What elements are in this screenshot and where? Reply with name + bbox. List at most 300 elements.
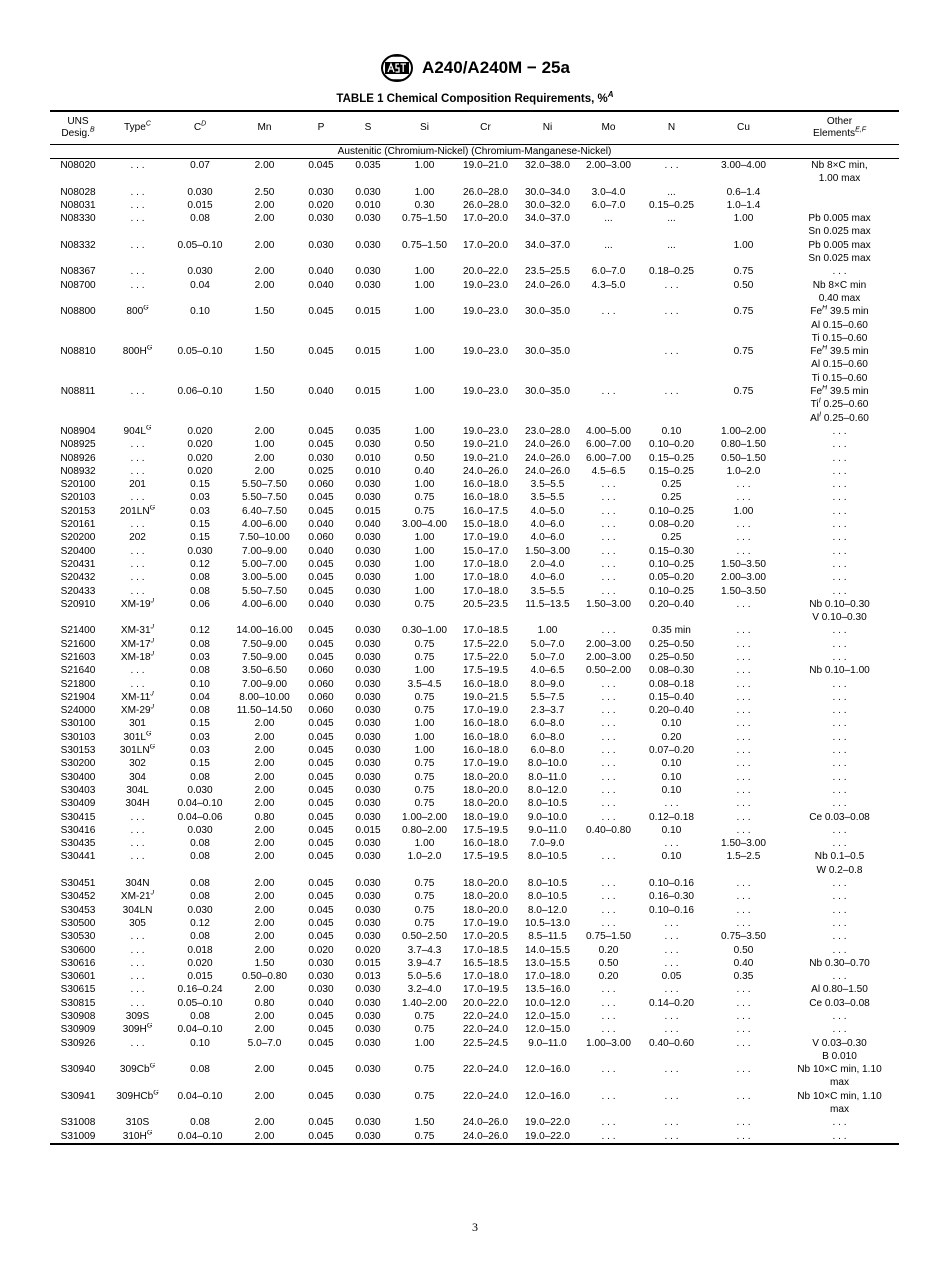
cell-mo: . . . — [601, 705, 616, 717]
cell-type: $301L^G$ — [123, 730, 152, 743]
cell-type: . . . — [130, 266, 145, 278]
cell-c: 0.12 — [190, 558, 210, 570]
cell-cu: 0.35 — [733, 971, 754, 983]
cell-cr: 22.0–24.0 — [463, 1090, 508, 1102]
cell-n: . . . — [664, 957, 679, 969]
cell-p: 0.030 — [308, 213, 334, 225]
cell-cu: . . . — [736, 1064, 751, 1076]
cell-s: 0.030 — [355, 984, 381, 996]
composition-table — [50, 110, 899, 1145]
cell-mn: 2.00 — [254, 425, 275, 437]
table-row — [50, 279, 899, 306]
cell-ni: 9.0–11.0 — [528, 824, 567, 836]
cell-c: 0.10 — [190, 1037, 210, 1049]
cell-si: 1.00 — [414, 479, 435, 491]
cell-n: 0.25 — [661, 532, 682, 544]
table-row — [50, 983, 899, 996]
cell-s: 0.030 — [355, 678, 381, 690]
cell-n: . . . — [664, 984, 679, 996]
cell-s: 0.030 — [355, 1064, 381, 1076]
cell-uns: S20910 — [60, 598, 96, 610]
cell-s: 0.010 — [355, 465, 381, 477]
cell-si: 3.7–4.3 — [407, 944, 442, 956]
cell-type: . . . — [130, 678, 145, 690]
cell-type: . . . — [130, 186, 145, 198]
cell-other: Al 0.80–1.50 — [811, 984, 868, 996]
cell-mo: . . . — [601, 306, 616, 318]
cell-cu: 1.5–2.5 — [726, 851, 761, 863]
cell-mn: 1.50 — [254, 957, 275, 969]
cell-uns: N08700 — [60, 279, 96, 291]
cell-ni: 2.0–4.0 — [530, 558, 565, 570]
cell-other: . . . — [832, 944, 847, 956]
cell-cr: 17.0–20.0 — [463, 239, 508, 251]
cell-other: . . . — [832, 545, 847, 557]
table-row — [50, 877, 899, 890]
cell-other: . . . — [832, 878, 847, 890]
cell-n: 0.25–0.50 — [649, 651, 694, 663]
cell-type: 309S — [125, 1011, 150, 1022]
cell-mn: 4.00–6.00 — [242, 519, 287, 531]
table-row — [50, 265, 899, 278]
table-row — [50, 465, 899, 478]
cell-si: 1.00 — [414, 665, 435, 677]
cell-uns: S21603 — [60, 651, 96, 663]
cell-ni: 24.0–26.0 — [525, 439, 570, 451]
cell-p: 0.045 — [308, 160, 334, 171]
table-row — [50, 638, 899, 651]
cell-c: 0.04 — [190, 279, 210, 291]
cell-si: 1.00 — [414, 266, 435, 278]
table-row — [50, 1037, 899, 1064]
cell-mo: . . . — [601, 731, 616, 743]
cell-c: 0.08 — [190, 585, 210, 597]
cell-p: 0.030 — [308, 984, 334, 996]
cell-mn: 2.00 — [254, 213, 275, 225]
footnote-marker: J — [150, 637, 155, 645]
cell-c: 0.030 — [187, 266, 213, 278]
cell-uns: S30451 — [60, 878, 96, 890]
cell-cu: 1.00–2.00 — [721, 425, 766, 437]
cell-si: 0.75 — [414, 798, 435, 810]
cell-si: 0.80–2.00 — [402, 824, 447, 836]
cell-uns: S30500 — [60, 917, 96, 929]
cell-mn: 1.50 — [254, 306, 275, 318]
cell-cu: 0.50–1.50 — [721, 452, 766, 464]
cell-other: . . . — [832, 1117, 847, 1129]
cell-p: 0.045 — [308, 931, 334, 943]
cell-c: 0.05–0.10 — [177, 346, 223, 358]
cell-cr: 18.0–19.0 — [463, 811, 508, 823]
cell-ni: 13.5–16.0 — [525, 984, 570, 996]
cell-n: 0.15–0.25 — [649, 465, 694, 477]
cell-si: 1.00 — [414, 545, 435, 557]
cell-uns: S30815 — [60, 997, 96, 1009]
cell-n: ... — [667, 186, 676, 198]
cell-type: . . . — [130, 160, 145, 171]
cell-mn: 2.00 — [254, 239, 275, 251]
cell-si: 5.0–5.6 — [407, 971, 442, 983]
cell-p: 0.030 — [308, 239, 334, 251]
cell-n: . . . — [636, 1130, 707, 1144]
cell-cr: 26.0–28.0 — [463, 186, 508, 198]
astm-logo-icon — [380, 53, 414, 83]
column-header-c — [169, 111, 231, 145]
cell-mn: 2.00 — [254, 1011, 275, 1022]
cell-c: 0.15 — [190, 718, 210, 730]
cell-mn: 1.50 — [254, 386, 275, 398]
cell-c: 0.04–0.10 — [177, 798, 223, 810]
cell-uns: S20400 — [60, 545, 96, 557]
cell-s: 0.030 — [355, 1117, 381, 1129]
cell-cr: 17.0–19.5 — [463, 984, 508, 996]
cell-s: 0.030 — [355, 572, 381, 584]
cell-type: . . . — [130, 545, 145, 557]
cell-cr: 24.0–26.0 — [463, 1117, 508, 1129]
cell-p: 0.060 — [308, 678, 334, 690]
cell-ni: 12.0–15.0 — [525, 1024, 570, 1036]
cell-n: ... — [667, 213, 676, 225]
cell-ni: 8.0–9.0 — [530, 678, 565, 690]
cell-uns: S30616 — [60, 957, 96, 969]
cell-uns: S30615 — [60, 984, 96, 996]
cell-uns: N08932 — [60, 465, 96, 477]
column-header-label: C — [193, 122, 202, 133]
cell-ni: 2.3–3.7 — [530, 705, 565, 717]
cell-ni: 9.0–10.0 — [527, 811, 568, 823]
cell-cu: . . . — [736, 784, 751, 796]
column-header-label: Mn — [257, 122, 272, 133]
cell-si: 0.75 — [392, 1130, 457, 1144]
cell-s: 0.040 — [355, 519, 381, 531]
cell-type: 302 — [129, 758, 146, 770]
cell-c: 0.15 — [190, 758, 210, 770]
cell-mn: 6.40–7.50 — [242, 505, 287, 517]
cell-mn: 2.00 — [254, 1024, 275, 1036]
cell-mn: 2.00 — [254, 851, 275, 863]
cell-cr: 16.0–18.0 — [463, 745, 508, 757]
cell-p: 0.040 — [308, 519, 334, 531]
cell-si: 1.00 — [414, 585, 435, 597]
cell-ni: 24.0–26.0 — [525, 279, 570, 291]
cell-p: 0.045 — [308, 439, 334, 451]
cell-p: 0.020 — [308, 944, 334, 956]
cell-s: 0.030 — [344, 1130, 392, 1144]
cell-s: 0.030 — [355, 651, 381, 663]
cell-mo: . . . — [601, 758, 616, 770]
cell-s: 0.030 — [355, 638, 381, 650]
cell-c: 0.020 — [187, 452, 213, 464]
cell-si: 0.75 — [414, 505, 435, 517]
cell-s: 0.030 — [355, 838, 381, 850]
cell-ni: 9.0–11.0 — [528, 1037, 567, 1049]
cell-s: 0.030 — [355, 878, 381, 890]
cell-si: 0.75 — [414, 638, 435, 650]
cell-type: 304 — [129, 771, 146, 783]
table-row — [50, 425, 899, 438]
cell-type: . . . — [130, 213, 145, 225]
table-row — [50, 957, 899, 970]
table-row — [50, 159, 899, 186]
table-row — [50, 212, 899, 239]
cell-n: 0.10–0.16 — [649, 904, 694, 916]
cell-c: 0.04–0.10 — [177, 1090, 223, 1102]
cell-cu: . . . — [736, 665, 751, 677]
cell-p: 0.045 — [308, 625, 334, 637]
cell-ni: 19.0–22.0 — [514, 1130, 581, 1144]
table-row — [50, 744, 899, 757]
cell-c: 0.08 — [190, 1011, 210, 1022]
cell-p: 0.060 — [308, 665, 334, 677]
cell-other: $Fe^H$ 39.5 min $Ti^I$ 0.25–0.60 $Al^I$ 0.25–0.60 — [810, 385, 869, 424]
cell-n: ... — [667, 239, 676, 251]
cell-si: 1.00 — [414, 718, 435, 730]
cell-c: 0.10 — [190, 678, 210, 690]
cell-mn: 2.00 — [254, 452, 275, 464]
cell-other: . . . — [832, 891, 847, 903]
cell-ni: 4.0–5.0 — [530, 505, 565, 517]
cell-cu: 0.75 — [733, 266, 754, 278]
cell-ni: 14.0–15.5 — [525, 944, 570, 956]
cell-s: 0.035 — [355, 425, 381, 437]
cell-type: . . . — [130, 824, 145, 836]
cell-mo: . . . — [601, 771, 616, 783]
cell-uns: S31009 — [50, 1130, 106, 1144]
cell-cr: 19.0–23.0 — [463, 425, 508, 437]
cell-ni: 6.0–8.0 — [530, 718, 565, 730]
cell-mo: 1.00–3.00 — [586, 1037, 631, 1049]
cell-other: Pb 0.005 max Sn 0.025 max — [808, 213, 871, 238]
table-title-text: TABLE 1 Chemical Composition Requirements, % — [336, 93, 608, 105]
cell-si: 1.00 — [414, 731, 435, 743]
cell-other: Nb 0.10–0.30 V 0.10–0.30 — [809, 598, 870, 624]
cell-s: 0.013 — [355, 971, 381, 983]
column-header-footnote: D — [201, 120, 207, 128]
cell-n: 0.10 — [661, 425, 682, 437]
table-row — [50, 797, 899, 810]
cell-uns: N08904 — [60, 425, 96, 437]
cell-mo: . . . — [601, 558, 616, 570]
cell-cr: 16.5–18.5 — [463, 957, 508, 969]
cell-s: 0.030 — [355, 731, 381, 743]
cell-uns: S30103 — [60, 731, 96, 743]
cell-other: . . . — [832, 465, 847, 477]
cell-mo: 1.50–3.00 — [586, 598, 631, 610]
cell-n: 0.20–0.40 — [649, 705, 694, 717]
page-number: 3 — [472, 1220, 478, 1234]
cell-n: 0.10 — [661, 718, 682, 730]
cell-mn: 7.50–9.00 — [242, 651, 287, 663]
cell-c: 0.020 — [187, 957, 213, 969]
cell-type: 202 — [129, 532, 146, 544]
cell-mn: 1.00 — [254, 439, 275, 451]
cell-uns: S24000 — [60, 705, 96, 717]
cell-uns: S30926 — [60, 1037, 96, 1049]
cell-uns: N08800 — [60, 306, 96, 318]
cell-cr: 19.0–21.5 — [463, 691, 508, 703]
cell-cr: 19.0–21.0 — [463, 439, 508, 451]
cell-p: 0.045 — [308, 904, 334, 916]
cell-uns: S20200 — [60, 532, 96, 544]
cell-cr: 22.0–24.0 — [463, 1064, 508, 1076]
cell-n: . . . — [664, 798, 679, 810]
cell-mo: . . . — [601, 745, 616, 757]
cell-other: . . . — [832, 784, 847, 796]
document-header — [0, 52, 950, 84]
column-header-label: Other — [826, 116, 853, 127]
cell-cr: 19.0–23.0 — [463, 386, 508, 398]
cell-uns: N08811 — [60, 386, 96, 398]
cell-n: 0.10 — [661, 771, 682, 783]
cell-n: 0.10 — [661, 851, 682, 863]
cell-ni: 3.5–5.5 — [530, 492, 565, 504]
cell-uns: N08926 — [60, 452, 96, 464]
cell-p: 0.045 — [308, 585, 334, 597]
footnote-marker: G — [149, 744, 156, 751]
cell-cr: 18.0–20.0 — [463, 904, 508, 916]
cell-ni: 8.0–11.0 — [528, 771, 567, 783]
table-row — [50, 811, 899, 824]
cell-ni: 8.0–10.0 — [527, 758, 568, 770]
cell-type: $201LN^G$ — [119, 504, 156, 517]
cell-p: 0.045 — [308, 771, 334, 783]
cell-mn: 5.50–7.50 — [242, 479, 287, 491]
cell-s: 0.030 — [355, 1011, 381, 1022]
cell-cr: 17.0–20.0 — [463, 213, 508, 225]
cell-ni: 4.0–6.0 — [530, 532, 565, 544]
cell-ni: 32.0–38.0 — [525, 160, 570, 171]
cell-ni: 8.0–12.0 — [527, 784, 568, 796]
cell-s: 0.030 — [355, 931, 381, 943]
cell-uns: S30416 — [60, 824, 96, 836]
cell-s: 0.015 — [355, 346, 381, 358]
cell-mo: . . . — [601, 1090, 616, 1102]
table-row — [50, 944, 899, 957]
cell-type: $310H^G$ — [106, 1130, 169, 1144]
cell-p: 0.045 — [308, 784, 334, 796]
table-row — [50, 518, 899, 531]
cell-mn: 5.0–7.0 — [247, 1037, 282, 1049]
cell-p: 0.040 — [308, 997, 334, 1009]
cell-mo: . . . — [601, 479, 616, 491]
cell-ni: 8.0–10.5 — [527, 798, 568, 810]
cell-si: 1.0–2.0 — [407, 851, 442, 863]
cell-n: . . . — [664, 160, 679, 171]
cell-mo: . . . — [601, 678, 616, 690]
table-row — [50, 598, 899, 625]
cell-n: 0.10–0.20 — [649, 439, 694, 451]
cell-ni: 12.0–16.0 — [525, 1090, 570, 1102]
cell-c: 0.08 — [190, 1064, 210, 1076]
column-header-footnote: E,F — [855, 126, 866, 134]
table-row — [50, 1130, 899, 1144]
cell-p: 0.045 — [308, 798, 334, 810]
cell-s: 0.030 — [355, 1090, 381, 1102]
cell-type: 304N — [125, 878, 150, 890]
cell-cu: 3.00–4.00 — [721, 160, 766, 171]
cell-type: $309H^G$ — [122, 1023, 153, 1036]
cell-cu: 2.00–3.00 — [721, 572, 766, 584]
cell-n: . . . — [664, 1024, 679, 1036]
cell-uns: S30403 — [60, 784, 96, 796]
cell-cu: . . . — [736, 651, 751, 663]
cell-mo: 6.00–7.00 — [586, 439, 631, 451]
cell-ni: 34.0–37.0 — [525, 213, 570, 225]
cell-c: 0.08 — [190, 838, 210, 850]
cell-cu: 1.0–2.0 — [726, 465, 761, 477]
cell-c: 0.04–0.10 — [169, 1130, 231, 1144]
column-header-type — [106, 111, 169, 145]
cell-n: 0.10–0.25 — [649, 505, 694, 517]
cell-cu: . . . — [736, 678, 751, 690]
cell-cu: 0.75 — [733, 306, 754, 318]
document-id: A240/A240M − 25a — [422, 58, 570, 77]
cell-c: 0.08 — [190, 878, 210, 890]
table-row — [50, 704, 899, 717]
cell-p: 0.045 — [308, 811, 334, 823]
cell-cr: 17.0–18.5 — [463, 944, 508, 956]
cell-mn: 8.00–10.00 — [239, 691, 290, 703]
cell-p: 0.045 — [308, 745, 334, 757]
cell-cu: . . . — [736, 824, 751, 836]
cell-mo: . . . — [601, 1024, 616, 1036]
cell-c: 0.015 — [187, 971, 213, 983]
footnote-marker: J — [150, 690, 154, 698]
cell-n: 0.14–0.20 — [649, 997, 694, 1009]
table-row — [50, 904, 899, 917]
cell-mo: . . . — [601, 784, 616, 796]
table-row — [50, 837, 899, 850]
cell-p: 0.030 — [308, 186, 334, 198]
footnote-marker: G — [146, 730, 152, 738]
cell-cu: . . . — [736, 691, 751, 703]
cell-uns: S20153 — [60, 505, 96, 517]
cell-cr: 17.0–19.0 — [463, 705, 508, 717]
cell-mn: 7.50–10.00 — [239, 532, 290, 544]
cell-ni: 24.0–26.0 — [525, 452, 570, 464]
cell-c: 0.05–0.10 — [177, 239, 223, 251]
cell-c: 0.018 — [187, 944, 213, 956]
cell-n: . . . — [664, 917, 679, 929]
cell-other: . . . — [832, 1024, 847, 1036]
cell-type: . . . — [130, 811, 145, 823]
cell-n: 0.10–0.16 — [649, 878, 694, 890]
cell-mo: . . . — [601, 798, 616, 810]
cell-other: . . . — [832, 798, 847, 810]
cell-si: 0.75 — [414, 598, 435, 610]
table-row — [50, 930, 899, 943]
cell-c: 0.03 — [190, 492, 210, 504]
table-row — [50, 664, 899, 677]
cell-type: 304L — [126, 784, 149, 796]
cell-cu: . . . — [736, 798, 751, 810]
cell-mo: . . . — [601, 984, 616, 996]
cell-si: 0.75 — [414, 705, 435, 717]
cell-cr: 16.0–18.0 — [463, 731, 508, 743]
cell-mn: 2.00 — [254, 904, 275, 916]
cell-uns: N08020 — [60, 160, 96, 171]
cell-mn: 2.00 — [254, 745, 275, 757]
cell-cr: 18.0–20.0 — [463, 784, 508, 796]
cell-mo: 4.00–5.00 — [586, 425, 631, 437]
table-row — [50, 545, 899, 558]
column-header-label: S — [364, 122, 372, 133]
column-header-si — [392, 111, 457, 145]
cell-cr: 16.0–18.0 — [463, 718, 508, 730]
column-header-label: UNS — [67, 116, 89, 127]
cell-n: 0.10 — [661, 784, 682, 796]
cell-p: 0.040 — [308, 545, 334, 557]
